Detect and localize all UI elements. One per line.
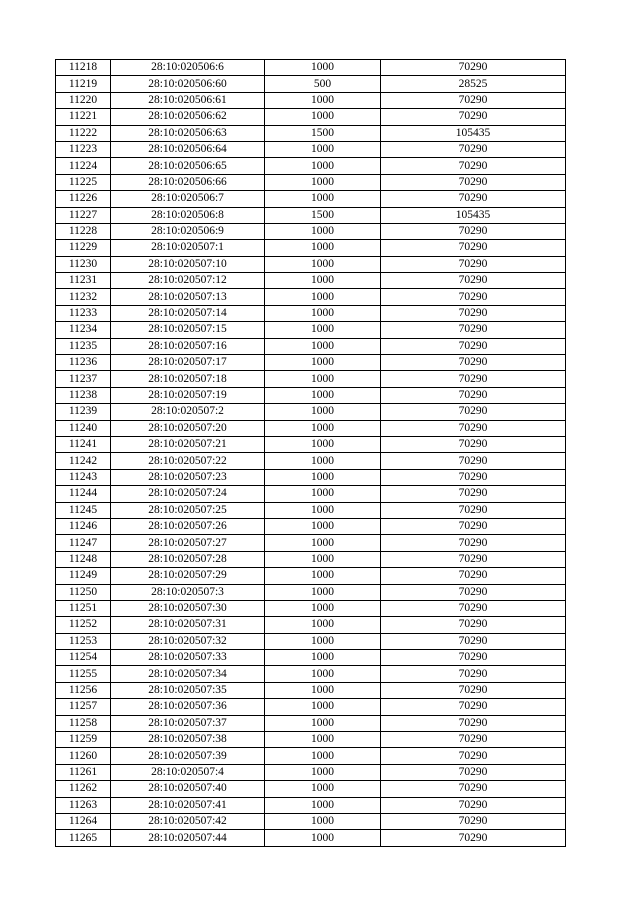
table-row — [56, 502, 566, 518]
cadastral-number-cell: 28:10:020507:42 — [111, 813, 265, 829]
row-number-cell: 11239 — [56, 404, 111, 420]
cadastral-number-cell: 28:10:020507:32 — [111, 633, 265, 649]
cadastral-number-cell: 28:10:020507:4 — [111, 764, 265, 780]
area-cell: 1000 — [265, 617, 381, 633]
row-number-cell: 11222 — [56, 125, 111, 141]
value-cell: 70290 — [381, 273, 566, 289]
area-cell: 1000 — [265, 174, 381, 190]
table-row — [56, 584, 566, 600]
value-cell: 70290 — [381, 764, 566, 780]
cadastral-number-cell: 28:10:020507:33 — [111, 650, 265, 666]
area-cell: 1000 — [265, 322, 381, 338]
value-cell: 70290 — [381, 797, 566, 813]
table-row — [56, 436, 566, 452]
value-cell: 70290 — [381, 387, 566, 403]
table-row — [56, 732, 566, 748]
value-cell: 70290 — [381, 617, 566, 633]
cadastral-number-cell: 28:10:020507:36 — [111, 699, 265, 715]
table-row — [56, 781, 566, 797]
cadastral-number-cell: 28:10:020507:20 — [111, 420, 265, 436]
area-cell: 1000 — [265, 830, 381, 846]
row-number-cell: 11227 — [56, 207, 111, 223]
cadastral-number-cell: 28:10:020507:2 — [111, 404, 265, 420]
row-number-cell: 11218 — [56, 60, 111, 76]
row-number-cell: 11245 — [56, 502, 111, 518]
cadastral-number-cell: 28:10:020507:1 — [111, 240, 265, 256]
area-cell: 1000 — [265, 584, 381, 600]
cadastral-number-cell: 28:10:020507:24 — [111, 486, 265, 502]
value-cell: 70290 — [381, 60, 566, 76]
row-number-cell: 11233 — [56, 305, 111, 321]
row-number-cell: 11244 — [56, 486, 111, 502]
cadastral-number-cell: 28:10:020507:19 — [111, 387, 265, 403]
value-cell: 70290 — [381, 289, 566, 305]
value-cell: 70290 — [381, 732, 566, 748]
table-row — [56, 125, 566, 141]
cadastral-number-cell: 28:10:020507:16 — [111, 338, 265, 354]
table-row — [56, 813, 566, 829]
area-cell: 1000 — [265, 355, 381, 371]
row-number-cell: 11263 — [56, 797, 111, 813]
row-number-cell: 11236 — [56, 355, 111, 371]
area-cell: 1000 — [265, 748, 381, 764]
area-cell: 1000 — [265, 338, 381, 354]
cadastral-number-cell: 28:10:020506:60 — [111, 76, 265, 92]
table-row — [56, 207, 566, 223]
area-cell: 1000 — [265, 469, 381, 485]
area-cell: 1000 — [265, 305, 381, 321]
area-cell: 1000 — [265, 436, 381, 452]
cadastral-number-cell: 28:10:020507:25 — [111, 502, 265, 518]
table-row — [56, 60, 566, 76]
cadastral-number-cell: 28:10:020506:63 — [111, 125, 265, 141]
table-row — [56, 322, 566, 338]
row-number-cell: 11249 — [56, 568, 111, 584]
row-number-cell: 11242 — [56, 453, 111, 469]
cadastral-number-cell: 28:10:020506:66 — [111, 174, 265, 190]
area-cell: 1000 — [265, 141, 381, 157]
row-number-cell: 11248 — [56, 551, 111, 567]
value-cell: 70290 — [381, 256, 566, 272]
area-cell: 1000 — [265, 240, 381, 256]
value-cell: 70290 — [381, 223, 566, 239]
cadastral-number-cell: 28:10:020507:44 — [111, 830, 265, 846]
cadastral-number-cell: 28:10:020507:23 — [111, 469, 265, 485]
table-row — [56, 174, 566, 190]
cadastral-number-cell: 28:10:020507:15 — [111, 322, 265, 338]
value-cell: 70290 — [381, 666, 566, 682]
area-cell: 1000 — [265, 158, 381, 174]
value-cell: 70290 — [381, 191, 566, 207]
data-table — [55, 59, 566, 847]
area-cell: 1000 — [265, 535, 381, 551]
cadastral-number-cell: 28:10:020506:6 — [111, 60, 265, 76]
table-row — [56, 666, 566, 682]
row-number-cell: 11247 — [56, 535, 111, 551]
cadastral-number-cell: 28:10:020506:7 — [111, 191, 265, 207]
table-row — [56, 256, 566, 272]
area-cell: 1000 — [265, 732, 381, 748]
area-cell: 1000 — [265, 650, 381, 666]
area-cell: 1000 — [265, 420, 381, 436]
row-number-cell: 11234 — [56, 322, 111, 338]
area-cell: 1000 — [265, 715, 381, 731]
table-row — [56, 404, 566, 420]
value-cell: 70290 — [381, 650, 566, 666]
table-row — [56, 371, 566, 387]
area-cell: 500 — [265, 76, 381, 92]
table-row — [56, 141, 566, 157]
row-number-cell: 11232 — [56, 289, 111, 305]
value-cell: 105435 — [381, 125, 566, 141]
value-cell: 70290 — [381, 830, 566, 846]
value-cell: 70290 — [381, 436, 566, 452]
cadastral-number-cell: 28:10:020507:37 — [111, 715, 265, 731]
cadastral-number-cell: 28:10:020507:12 — [111, 273, 265, 289]
area-cell: 1000 — [265, 699, 381, 715]
row-number-cell: 11228 — [56, 223, 111, 239]
value-cell: 70290 — [381, 551, 566, 567]
area-cell: 1000 — [265, 191, 381, 207]
area-cell: 1000 — [265, 682, 381, 698]
row-number-cell: 11231 — [56, 273, 111, 289]
table-row — [56, 223, 566, 239]
value-cell: 70290 — [381, 305, 566, 321]
value-cell: 28525 — [381, 76, 566, 92]
table-row — [56, 76, 566, 92]
cadastral-number-cell: 28:10:020507:10 — [111, 256, 265, 272]
table-row — [56, 158, 566, 174]
cadastral-number-cell: 28:10:020507:29 — [111, 568, 265, 584]
value-cell: 70290 — [381, 469, 566, 485]
row-number-cell: 11254 — [56, 650, 111, 666]
table-row — [56, 420, 566, 436]
table-row — [56, 682, 566, 698]
cadastral-number-cell: 28:10:020507:34 — [111, 666, 265, 682]
area-cell: 1000 — [265, 92, 381, 108]
value-cell: 70290 — [381, 453, 566, 469]
area-cell: 1500 — [265, 125, 381, 141]
value-cell: 70290 — [381, 535, 566, 551]
area-cell: 1000 — [265, 387, 381, 403]
area-cell: 1000 — [265, 600, 381, 616]
area-cell: 1000 — [265, 813, 381, 829]
value-cell: 70290 — [381, 715, 566, 731]
row-number-cell: 11251 — [56, 600, 111, 616]
row-number-cell: 11253 — [56, 633, 111, 649]
value-cell: 70290 — [381, 371, 566, 387]
table-row — [56, 305, 566, 321]
cadastral-number-cell: 28:10:020507:40 — [111, 781, 265, 797]
row-number-cell: 11229 — [56, 240, 111, 256]
row-number-cell: 11226 — [56, 191, 111, 207]
area-cell: 1000 — [265, 518, 381, 534]
table-row — [56, 518, 566, 534]
table-row — [56, 568, 566, 584]
value-cell: 70290 — [381, 781, 566, 797]
area-cell: 1000 — [265, 289, 381, 305]
area-cell: 1000 — [265, 273, 381, 289]
table-row — [56, 699, 566, 715]
table-row — [56, 191, 566, 207]
row-number-cell: 11219 — [56, 76, 111, 92]
cadastral-number-cell: 28:10:020507:31 — [111, 617, 265, 633]
row-number-cell: 11257 — [56, 699, 111, 715]
row-number-cell: 11259 — [56, 732, 111, 748]
value-cell: 70290 — [381, 486, 566, 502]
area-cell: 1000 — [265, 60, 381, 76]
row-number-cell: 11256 — [56, 682, 111, 698]
value-cell: 70290 — [381, 141, 566, 157]
cadastral-number-cell: 28:10:020507:13 — [111, 289, 265, 305]
row-number-cell: 11250 — [56, 584, 111, 600]
area-cell: 1000 — [265, 666, 381, 682]
area-cell: 1000 — [265, 551, 381, 567]
row-number-cell: 11230 — [56, 256, 111, 272]
row-number-cell: 11243 — [56, 469, 111, 485]
area-cell: 1000 — [265, 453, 381, 469]
area-cell: 1000 — [265, 109, 381, 125]
value-cell: 70290 — [381, 584, 566, 600]
value-cell: 70290 — [381, 92, 566, 108]
area-cell: 1000 — [265, 633, 381, 649]
table-row — [56, 715, 566, 731]
row-number-cell: 11265 — [56, 830, 111, 846]
area-cell: 1000 — [265, 256, 381, 272]
value-cell: 70290 — [381, 682, 566, 698]
value-cell: 70290 — [381, 174, 566, 190]
row-number-cell: 11238 — [56, 387, 111, 403]
value-cell: 70290 — [381, 240, 566, 256]
cadastral-number-cell: 28:10:020507:30 — [111, 600, 265, 616]
value-cell: 105435 — [381, 207, 566, 223]
table-row — [56, 764, 566, 780]
area-cell: 1000 — [265, 568, 381, 584]
table-row — [56, 240, 566, 256]
value-cell: 70290 — [381, 322, 566, 338]
row-number-cell: 11252 — [56, 617, 111, 633]
row-number-cell: 11223 — [56, 141, 111, 157]
area-cell: 1000 — [265, 764, 381, 780]
value-cell: 70290 — [381, 518, 566, 534]
row-number-cell: 11221 — [56, 109, 111, 125]
row-number-cell: 11237 — [56, 371, 111, 387]
area-cell: 1500 — [265, 207, 381, 223]
row-number-cell: 11225 — [56, 174, 111, 190]
table-row — [56, 109, 566, 125]
table-row — [56, 551, 566, 567]
row-number-cell: 11255 — [56, 666, 111, 682]
table-row — [56, 633, 566, 649]
table-row — [56, 338, 566, 354]
table-row — [56, 600, 566, 616]
area-cell: 1000 — [265, 502, 381, 518]
value-cell: 70290 — [381, 158, 566, 174]
row-number-cell: 11220 — [56, 92, 111, 108]
area-cell: 1000 — [265, 781, 381, 797]
cadastral-number-cell: 28:10:020507:21 — [111, 436, 265, 452]
cadastral-number-cell: 28:10:020507:27 — [111, 535, 265, 551]
table-row — [56, 469, 566, 485]
cadastral-number-cell: 28:10:020507:39 — [111, 748, 265, 764]
row-number-cell: 11261 — [56, 764, 111, 780]
cadastral-number-cell: 28:10:020507:28 — [111, 551, 265, 567]
cadastral-number-cell: 28:10:020507:17 — [111, 355, 265, 371]
row-number-cell: 11264 — [56, 813, 111, 829]
value-cell: 70290 — [381, 420, 566, 436]
cadastral-number-cell: 28:10:020507:22 — [111, 453, 265, 469]
cadastral-number-cell: 28:10:020506:62 — [111, 109, 265, 125]
table-row — [56, 289, 566, 305]
value-cell: 70290 — [381, 748, 566, 764]
value-cell: 70290 — [381, 600, 566, 616]
table-row — [56, 830, 566, 846]
row-number-cell: 11240 — [56, 420, 111, 436]
area-cell: 1000 — [265, 797, 381, 813]
value-cell: 70290 — [381, 568, 566, 584]
row-number-cell: 11246 — [56, 518, 111, 534]
value-cell: 70290 — [381, 338, 566, 354]
row-number-cell: 11262 — [56, 781, 111, 797]
table-row — [56, 453, 566, 469]
cadastral-number-cell: 28:10:020507:41 — [111, 797, 265, 813]
cadastral-number-cell: 28:10:020506:8 — [111, 207, 265, 223]
table-row — [56, 748, 566, 764]
data-table-body — [56, 60, 566, 847]
cadastral-number-cell: 28:10:020507:18 — [111, 371, 265, 387]
value-cell: 70290 — [381, 109, 566, 125]
row-number-cell: 11258 — [56, 715, 111, 731]
area-cell: 1000 — [265, 371, 381, 387]
cadastral-number-cell: 28:10:020506:65 — [111, 158, 265, 174]
cadastral-number-cell: 28:10:020506:64 — [111, 141, 265, 157]
table-row — [56, 387, 566, 403]
value-cell: 70290 — [381, 699, 566, 715]
cadastral-number-cell: 28:10:020507:26 — [111, 518, 265, 534]
value-cell: 70290 — [381, 355, 566, 371]
cadastral-number-cell: 28:10:020506:61 — [111, 92, 265, 108]
cadastral-number-cell: 28:10:020507:14 — [111, 305, 265, 321]
row-number-cell: 11260 — [56, 748, 111, 764]
row-number-cell: 11224 — [56, 158, 111, 174]
table-row — [56, 617, 566, 633]
value-cell: 70290 — [381, 502, 566, 518]
table-row — [56, 797, 566, 813]
row-number-cell: 11235 — [56, 338, 111, 354]
cadastral-number-cell: 28:10:020507:3 — [111, 584, 265, 600]
table-row — [56, 650, 566, 666]
table-row — [56, 273, 566, 289]
table-row — [56, 355, 566, 371]
table-row — [56, 535, 566, 551]
area-cell: 1000 — [265, 486, 381, 502]
table-row — [56, 92, 566, 108]
row-number-cell: 11241 — [56, 436, 111, 452]
value-cell: 70290 — [381, 813, 566, 829]
value-cell: 70290 — [381, 404, 566, 420]
area-cell: 1000 — [265, 223, 381, 239]
cadastral-number-cell: 28:10:020507:38 — [111, 732, 265, 748]
area-cell: 1000 — [265, 404, 381, 420]
cadastral-number-cell: 28:10:020506:9 — [111, 223, 265, 239]
value-cell: 70290 — [381, 633, 566, 649]
table-row — [56, 486, 566, 502]
cadastral-number-cell: 28:10:020507:35 — [111, 682, 265, 698]
